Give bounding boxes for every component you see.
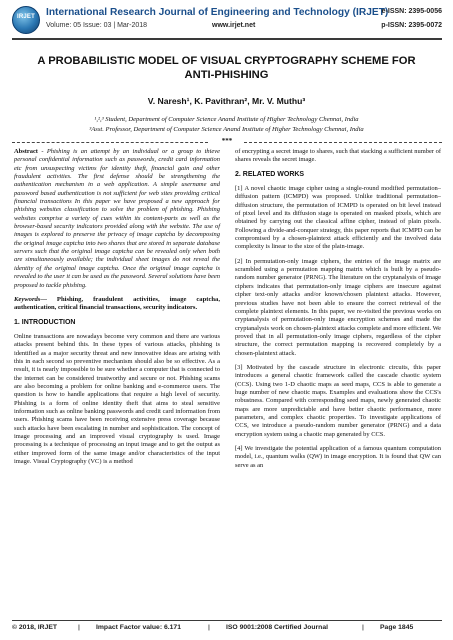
keywords xyxy=(14,296,220,313)
journal-website-link[interactable]: www.irjet.net xyxy=(212,22,256,29)
footer-separator-2: | xyxy=(208,624,210,631)
introduction-heading: 1. INTRODUCTION xyxy=(14,318,76,326)
irjet-logo: IRJET xyxy=(12,6,40,34)
abstract-text: - Phishing is an attempt by an individual or a group to thieve personal confidential information such as passwords, credit card information etc from unsuspecting victims for identity theft, financial gain and other fraudulent activities. The first defense should be strengthening the authentication mechanism in a web application. A simple username and password based authentication is not sufficient for web sites providing critical financial transactions In this paper we have proposed a new approach for phishing websites classification to solve the problem of phishing. Phishing websites comprise a variety of cues within its content-parts as well as the browser-based security indicators provided along with the website. The use of images is explored to preserve the privacy of image captcha by decomposing the original image captcha into two shares that are stored in separate database servers such that the original image captcha can be revealed only when both are simultaneously available; the individual sheet images do not reveal the identity of the original image captcha. Once the original image captcha is revealed to the user it can be used as the password. Several solutions have been proposed to tackle phishing. xyxy=(14,148,220,289)
right-column xyxy=(235,148,441,476)
header-divider xyxy=(12,38,442,40)
footer-copyright: © 2018, IRJET xyxy=(12,624,58,631)
related-work-4: [4] We investigate the potential application of a famous quantum computation model, i.e., quantum walks (QW) in image encryption. It is found that QW can serve as an xyxy=(235,445,441,469)
related-work-3: [3] Motivated by the cascade structure in electronic circuits, this paper introduces a general chaotic framework called the cascade chaotic system (CCS). Using two 1-D chaotic maps as seed maps, CCS is able to generate a huge number of new chaotic maps. Examples and evaluations show the CCS's robustness. Compared with corresponding seed maps, newly generated chaotic maps are more unpredictable and have better chaotic performance, more parameters, and complex chaotic properties. To investigate applications of CCS, we introduce a pseudo-random number generator (PRNG) and a data encryption system using a chaotic map generated by CCS. xyxy=(235,363,441,438)
introduction-continued: of encrypting a secret image to shares, such that stacking a sufficient number of shares reveals the secret image. xyxy=(235,148,441,164)
abstract-label: Abstract xyxy=(14,148,38,155)
paper-authors: V. Naresh¹, K. Pavithran², Mr. V. Muthu³ xyxy=(147,96,306,106)
footer-divider xyxy=(12,620,442,621)
footer-iso: ISO 9001:2008 Certified Journal xyxy=(226,624,328,631)
affiliation-students: ¹,²,³ Student, Department of Computer Science Anand Institute of Higher Technology Chennai, India xyxy=(94,116,359,123)
footer-separator-3: | xyxy=(362,624,364,631)
related-work-2: [2] In permutation-only image ciphers, the entries of the image matrix are scrambled using a permutation mapping matrix which is built by a pseudo-random number generator (PRNG). The literature on the cryptanalysis of image ciphers indicates that permutation-only image ciphers are insecure against cipher text-only attacks and/or known/chosen plaintext attacks. However, previous studies have not been able to ensure the correct retrieval of the complete plaintext elements. In this paper, we re-visited the previous works on cryptanalysis of permutation-only image encryption schemes and made the cryptanalysis work on chosen-plaintext attacks complete and more efficient. We proved that in all permutation-only image ciphers, regardless of the cipher structure, the correct permutation mapping is recovered completely by a chosen-plaintext attack. xyxy=(235,257,441,357)
volume-issue: Volume: 05 Issue: 03 | Mar-2018 xyxy=(46,22,148,29)
section-separator xyxy=(12,139,442,145)
title-line-2: ANTI-PHISHING xyxy=(184,69,269,81)
paper-title xyxy=(20,54,433,82)
footer-page-number: Page 1845 xyxy=(380,624,414,631)
keywords-text: — Phishing, fraudulent activities, image captcha, authentication, critical financial transactions, security indicators. xyxy=(14,295,220,312)
p-issn: p-ISSN: 2395-0072 xyxy=(381,22,442,29)
introduction-text: Online transactions are nowadays become very common and there are various attacks present behind this. In these types of various attacks, phishing is identified as a major security threat and new innovative ideas are arising with this in each second so preventive mechanism should also be so effective. As a result, it is nearly impossible to be sure whether a computer that is connected to the internet can be considered trustworthy and secure or not. Phishing scams are also becoming a problem for online banking and e-commerce users. The question is how to handle applications that require a high level of security. Phishing is a form of online identity theft that aims to steal sensitive information such as online banking passwords and credit card information from users. Phishing scams have been receiving extensive press coverage because such attacks have been escalating in number and sophistication. The concept of image processing and an improved visual cryptography is used. Image processing is a technique of processing an input image and to get the output as either improved form of the same image and/or characteristics of the input image. Visual Cryptography (VC) is a method xyxy=(14,332,220,466)
footer-separator-1: | xyxy=(78,624,80,631)
left-column xyxy=(14,148,220,472)
journal-header xyxy=(12,6,442,36)
keywords-label: Keywords xyxy=(14,295,41,303)
affiliation-professor: ³Asst. Professor, Department of Computer Science Anand Institute of Higher Technology Chennai, India xyxy=(89,126,364,133)
related-work-1: [1] A novel chaotic image cipher using a single-round modified permutation– diffusion pattern (ICMPD) was proposed. Unlike traditional permutation–diffusion structure, the permutation of ICMPD is operated on bit level instead of pixel level and its diffusion stage is operated on masked pixels, which are obtained by carrying out the classical affine cipher, instead of plain pixels. Following a divide-and-conquer strategy, this paper reports that ICMPD can be compromised by a chosen-plaintext attack efficiently and the involved data complexity is linear to the size of the plain-image. xyxy=(235,185,441,251)
related-works-heading: 2. RELATED WORKS xyxy=(235,170,305,178)
journal-name: International Research Journal of Engineering and Technology (IRJET) xyxy=(46,7,389,18)
separator-stars: *** xyxy=(221,137,233,145)
title-line-1: A PROBABILISTIC MODEL OF VISUAL CRYPTOGRAPHY SCHEME FOR xyxy=(37,55,416,67)
e-issn: e-ISSN: 2395-0056 xyxy=(381,8,442,15)
abstract xyxy=(14,148,220,290)
footer-impact-factor: Impact Factor value: 6.171 xyxy=(96,624,181,631)
